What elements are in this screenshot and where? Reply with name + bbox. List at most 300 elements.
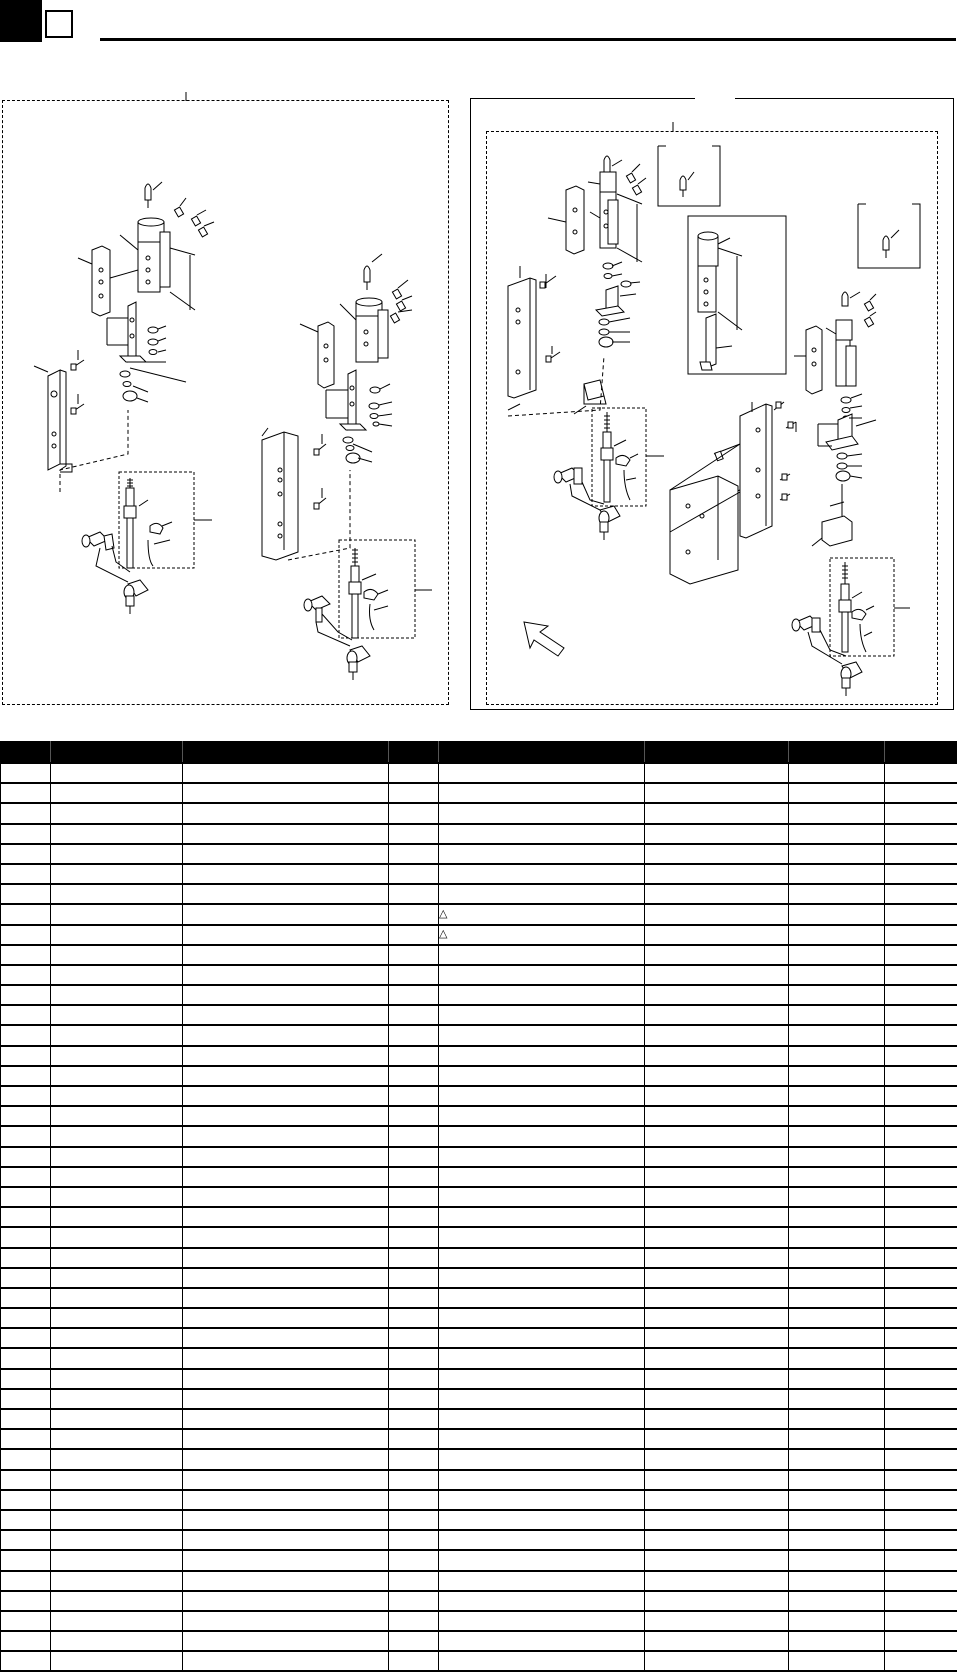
table-cell [439,1187,645,1207]
table-cell [1,803,51,823]
table-cell [439,1248,645,1268]
table-cell [389,1571,439,1591]
table-cell [1,945,51,965]
table-row [1,1490,957,1510]
column-header [789,742,885,764]
table-cell [1,1025,51,1045]
table-cell [439,1490,645,1510]
table-cell [645,884,789,904]
table-cell [51,824,183,844]
table-cell [51,1631,183,1651]
table-cell [183,1005,389,1025]
table-cell [183,884,389,904]
table-cell [183,1308,389,1328]
table-cell [183,1409,389,1429]
table-cell [51,1106,183,1126]
table-cell [1,985,51,1005]
table-cell [389,1591,439,1611]
table-cell [885,864,957,884]
table-cell [789,1550,885,1570]
column-header [885,742,957,764]
table-cell [51,1126,183,1146]
table-cell [885,965,957,985]
table-cell [645,1449,789,1469]
table-cell [1,1248,51,1268]
table-cell [51,1268,183,1288]
table-cell [885,1167,957,1187]
table-cell [51,1005,183,1025]
table-cell [183,864,389,884]
table-cell [389,1167,439,1187]
table-cell [51,1530,183,1550]
table-cell [389,904,439,924]
table-cell [1,783,51,803]
table-row [1,1187,957,1207]
table-cell [885,1308,957,1328]
table-cell [645,1571,789,1591]
table-row [1,1268,957,1288]
table-cell [1,1288,51,1308]
table-cell [1,1651,51,1671]
table-cell [1,763,51,783]
table-cell [1,1147,51,1167]
table-cell [789,1106,885,1126]
table-cell [439,945,645,965]
table-cell [51,1571,183,1591]
table-cell [645,1510,789,1530]
table-cell [439,1470,645,1490]
table-cell [183,1449,389,1469]
table-cell [885,1248,957,1268]
table-cell [789,904,885,924]
table-cell [789,1389,885,1409]
table-cell [645,1207,789,1227]
table-cell [389,1066,439,1086]
table-cell [389,1187,439,1207]
table-cell [51,1207,183,1227]
table-cell [789,1611,885,1631]
table-cell [389,1288,439,1308]
table-cell [389,844,439,864]
table-cell [439,1550,645,1570]
table-cell [1,1308,51,1328]
column-header [439,742,645,764]
table-cell [645,1167,789,1187]
table-cell [789,1409,885,1429]
table-cell [885,1651,957,1671]
table-cell [51,1611,183,1631]
table-cell [389,1369,439,1389]
table-cell [885,1631,957,1651]
table-cell [51,864,183,884]
table-cell [645,1268,789,1288]
table-cell [1,1631,51,1651]
table-cell [645,1126,789,1146]
table-cell [1,1167,51,1187]
table-cell [1,904,51,924]
table-cell [885,1046,957,1066]
table-cell [1,1328,51,1348]
table-cell: △ [439,904,645,924]
table-cell [439,763,645,783]
table-cell [51,803,183,823]
table-cell [183,925,389,945]
table-cell [1,1389,51,1409]
table-cell [51,1046,183,1066]
table-cell [789,1591,885,1611]
table-cell [645,1025,789,1045]
left-assembly-a [34,182,214,614]
table-cell [439,783,645,803]
table-cell [789,783,885,803]
table-cell [183,1369,389,1389]
table-cell [885,1268,957,1288]
table-cell [439,1308,645,1328]
table-cell [51,1066,183,1086]
table-cell [789,1248,885,1268]
table-cell [645,1066,789,1086]
table-cell [389,1268,439,1288]
table-cell [389,1227,439,1247]
table-cell [789,824,885,844]
left-assembly-b [262,254,432,680]
table-cell [885,1126,957,1146]
table-cell [789,864,885,884]
table-cell [51,1389,183,1409]
table-cell [439,1288,645,1308]
table-cell [789,1066,885,1086]
table-cell [885,1227,957,1247]
table-cell [645,904,789,924]
table-cell [885,803,957,823]
table-cell [1,1348,51,1368]
table-cell [885,1429,957,1449]
table-cell [183,1550,389,1570]
table-cell [885,904,957,924]
table-row [1,1248,957,1268]
table-cell [1,1369,51,1389]
table-cell [183,1086,389,1106]
table-cell [439,1449,645,1469]
table-row [1,1288,957,1308]
table-cell [885,1591,957,1611]
table-row [1,925,957,945]
table-row [1,864,957,884]
table-cell [885,763,957,783]
table-row [1,1510,957,1530]
table-cell [183,1510,389,1530]
table-row [1,965,957,985]
table-cell [439,1409,645,1429]
table-cell [885,1207,957,1227]
table-cell [183,763,389,783]
table-cell [885,925,957,945]
table-cell [183,1248,389,1268]
table-cell [183,1530,389,1550]
exploded-parts-diagram [0,0,957,740]
table-cell [389,945,439,965]
table-cell [645,1005,789,1025]
table-cell [1,1571,51,1591]
table-cell [645,783,789,803]
table-cell [1,1066,51,1086]
table-cell [389,1631,439,1651]
table-cell [389,1470,439,1490]
table-row [1,1348,957,1368]
table-cell [439,1167,645,1187]
table-cell [789,1530,885,1550]
table-cell [183,1288,389,1308]
table-cell [183,824,389,844]
right-assembly-upper [508,156,664,540]
table-cell [439,1429,645,1449]
table-row [1,1126,957,1146]
table-cell [885,1530,957,1550]
table-cell [645,1147,789,1167]
table-cell [885,1389,957,1409]
table-cell [789,1490,885,1510]
table-cell [885,1348,957,1368]
table-cell [789,1086,885,1106]
table-cell [389,1550,439,1570]
table-cell [51,1591,183,1611]
table-cell [439,1025,645,1045]
table-cell [183,1268,389,1288]
table-cell [645,1227,789,1247]
table-cell [885,884,957,904]
table-cell [645,1611,789,1631]
table-cell [439,884,645,904]
table-cell [51,1550,183,1570]
table-cell [51,965,183,985]
table-cell [439,1046,645,1066]
table-row [1,945,957,965]
table-row [1,1328,957,1348]
table-cell [439,1227,645,1247]
table-cell [789,1429,885,1449]
table-cell [645,1429,789,1449]
table-cell [885,985,957,1005]
table-cell [439,1369,645,1389]
table-cell [439,824,645,844]
table-cell [51,1409,183,1429]
table-cell [51,1187,183,1207]
table-row [1,1591,957,1611]
table-cell [645,1651,789,1671]
table-cell [389,925,439,945]
table-cell [51,884,183,904]
table-cell [789,1631,885,1651]
table-cell [183,945,389,965]
table-cell [439,803,645,823]
table-cell [645,965,789,985]
table-cell [183,1187,389,1207]
table-cell [645,985,789,1005]
table-cell [183,1328,389,1348]
table-cell [389,1429,439,1449]
table-cell [789,844,885,864]
parts-list-table [0,741,957,1672]
table-cell [389,1490,439,1510]
table-cell [51,1147,183,1167]
table-cell [1,1106,51,1126]
table-cell [1,1611,51,1631]
table-cell [1,1086,51,1106]
table-cell [389,1611,439,1631]
table-cell [789,763,885,783]
table-cell [885,1106,957,1126]
table-cell [183,904,389,924]
table-cell [51,1429,183,1449]
table-cell [789,1227,885,1247]
table-cell [183,1591,389,1611]
table-cell [439,985,645,1005]
table-cell [789,965,885,985]
table-cell [1,884,51,904]
table-cell [439,1268,645,1288]
table-cell [183,1025,389,1045]
table-cell [439,965,645,985]
table-cell [1,1268,51,1288]
column-header [51,742,183,764]
table-cell [389,1651,439,1671]
table-cell [51,844,183,864]
table-cell [389,824,439,844]
table-cell [789,1510,885,1530]
table-cell [389,1510,439,1530]
table-row [1,1530,957,1550]
table-cell [439,1207,645,1227]
table-cell [389,763,439,783]
table-cell [789,1046,885,1066]
table-cell [885,1086,957,1106]
table-cell [51,1449,183,1469]
table-cell [183,1147,389,1167]
table-cell [439,1126,645,1146]
outline-arrow-icon [524,622,564,656]
table-cell [789,1207,885,1227]
table-cell [789,1147,885,1167]
table-cell [389,1248,439,1268]
table-cell [51,1227,183,1247]
table-cell [183,1046,389,1066]
table-cell [789,1328,885,1348]
table-cell [885,783,957,803]
table-cell [389,1126,439,1146]
table-cell [1,824,51,844]
table-cell [439,1530,645,1550]
table-cell [645,864,789,884]
table-cell [389,1086,439,1106]
table-cell [1,844,51,864]
table-row [1,1611,957,1631]
table-cell [885,1288,957,1308]
table-cell [645,1490,789,1510]
table-cell [1,1046,51,1066]
table-cell [645,1106,789,1126]
column-header [389,742,439,764]
table-cell [183,783,389,803]
table-cell [51,904,183,924]
table-row [1,985,957,1005]
table-cell [1,1470,51,1490]
table-cell [51,1510,183,1530]
table-cell [789,1470,885,1490]
table-cell [183,1227,389,1247]
table-cell [51,783,183,803]
table-cell [51,985,183,1005]
table-cell [645,1470,789,1490]
table-cell [645,1187,789,1207]
table-cell [389,1530,439,1550]
table-cell [439,1106,645,1126]
table-cell [885,1187,957,1207]
table-cell [389,1046,439,1066]
table-cell [1,1530,51,1550]
table-cell [885,1611,957,1631]
table-cell [183,1611,389,1631]
table-cell [645,1248,789,1268]
table-cell [389,884,439,904]
column-header [1,742,51,764]
table-cell [789,1126,885,1146]
table-row [1,844,957,864]
table-row [1,824,957,844]
table-cell [645,1591,789,1611]
table-cell [51,1328,183,1348]
table-cell [183,1651,389,1671]
table-cell [885,1005,957,1025]
table-cell [645,1348,789,1368]
table-cell [645,1328,789,1348]
table-cell [885,1510,957,1530]
table-cell [183,803,389,823]
table-row [1,1086,957,1106]
table-cell [439,1611,645,1631]
table-cell [439,1086,645,1106]
table-row [1,1571,957,1591]
table-cell [51,1490,183,1510]
table-cell [645,824,789,844]
table-cell [1,1207,51,1227]
table-cell [389,1389,439,1409]
table-cell [389,1308,439,1328]
table-cell [51,1651,183,1671]
table-row [1,1025,957,1045]
table-cell [885,1470,957,1490]
table-cell [1,1227,51,1247]
table-cell [789,1005,885,1025]
table-cell [645,945,789,965]
table-row [1,1651,957,1671]
table-cell [389,803,439,823]
table-cell [51,1167,183,1187]
table-cell [885,1550,957,1570]
table-row [1,763,957,783]
table-cell [439,1389,645,1409]
table-cell [389,985,439,1005]
table-cell [51,1288,183,1308]
table-cell [789,884,885,904]
table-cell [789,803,885,823]
table-cell [645,1530,789,1550]
table-cell [885,1328,957,1348]
table-cell [389,1005,439,1025]
table-header-row [1,742,957,764]
table-cell [789,1651,885,1671]
table-cell [1,1429,51,1449]
table-cell [885,1025,957,1045]
